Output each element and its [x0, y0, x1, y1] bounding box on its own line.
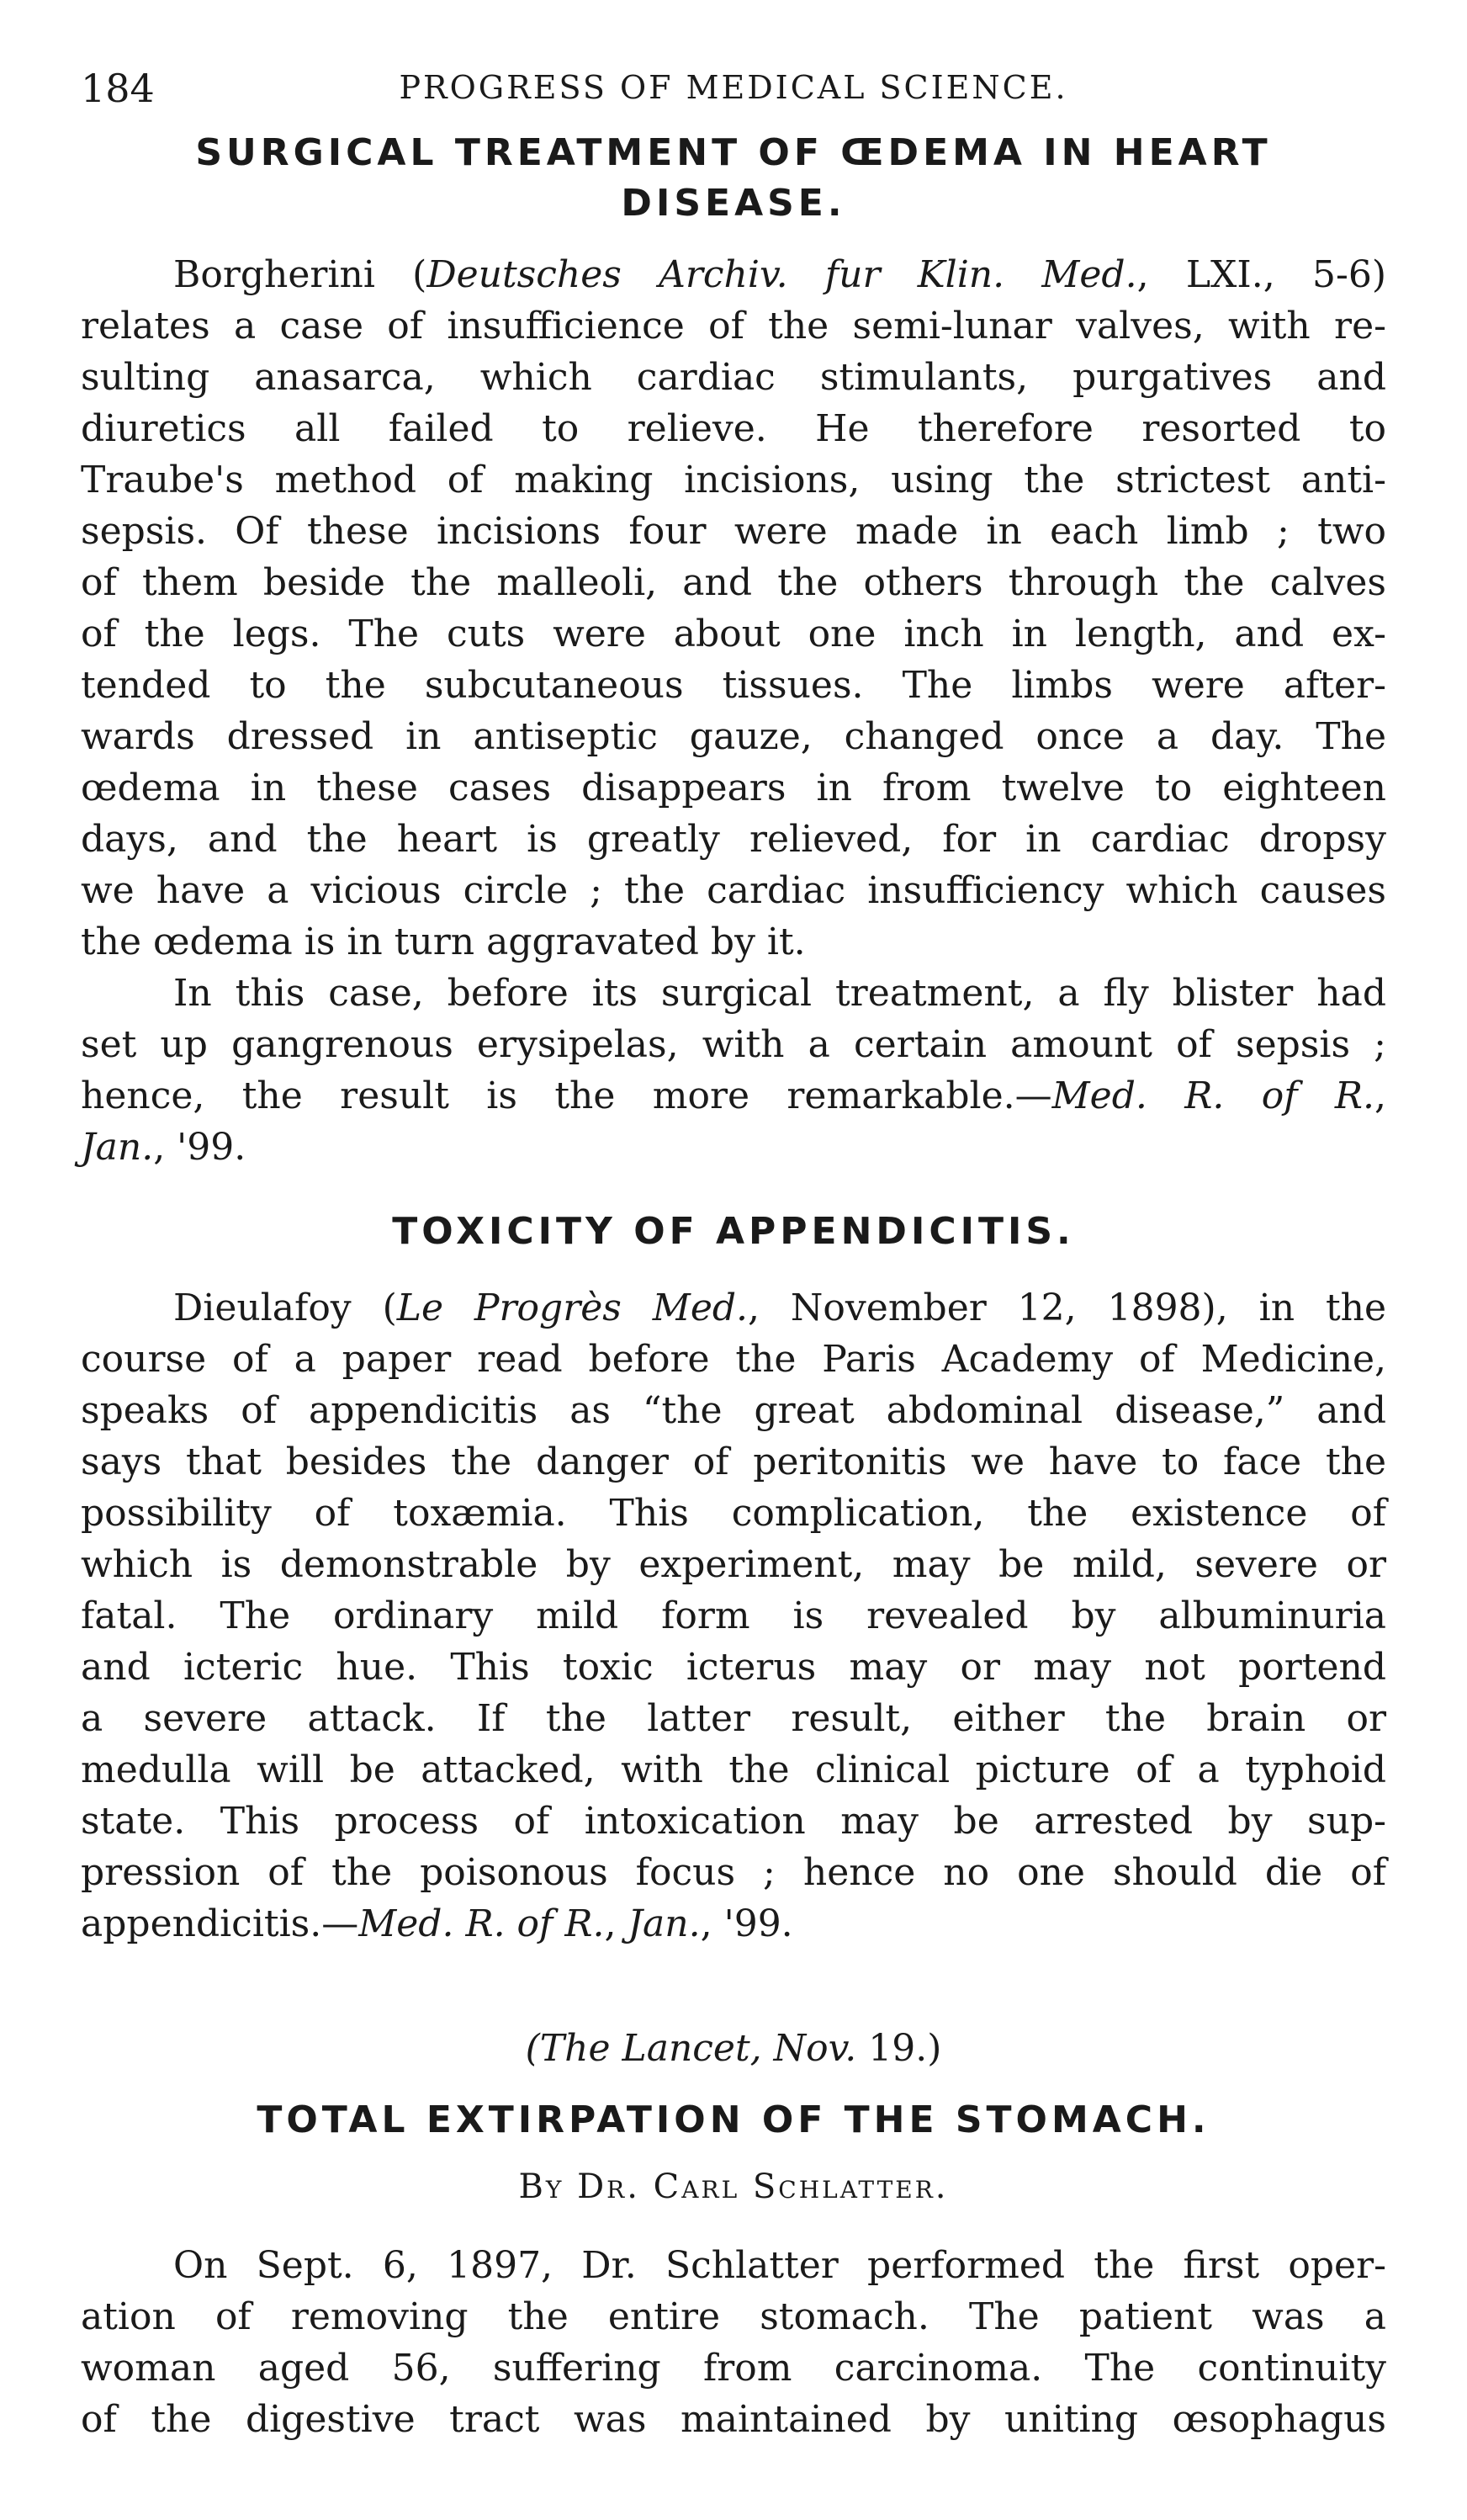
text-line: woman aged 56, suffering from carcinoma. The continuity [81, 2347, 1386, 2390]
text-line: of the digestive tract was maintained by uniting œsophagus [81, 2398, 1386, 2441]
text-line: œdema in these cases disappears in from twelve to eighteen [81, 767, 1386, 809]
text-line: and icteric hue. This toxic icterus may or may not portend [81, 1646, 1386, 1689]
byline: By Dr. Carl Schlatter. [518, 2167, 949, 2206]
text-line: we have a vicious circle ; the cardiac insufficiency which causes [81, 869, 1386, 912]
text-line: hence, the result is the more remarkable.—Med. R. of R., [81, 1074, 1386, 1117]
text-line: fatal. The ordinary mild form is revealed by albuminuria [81, 1594, 1386, 1637]
text-line: relates a case of insufficience of the semi-lunar valves, with re- [81, 305, 1386, 347]
text-line: Borgherini (Deutsches Archiv. fur Klin. Med., LXI., 5-6) [173, 253, 1386, 296]
text-line: days, and the heart is greatly relieved, for in cardiac dropsy [81, 818, 1386, 861]
article3-paragraph1 [81, 2240, 1386, 2445]
text-line: says that besides the danger of peritonitis we have to face the [81, 1440, 1386, 1483]
text-line: diuretics all failed to relieve. He therefore resorted to [81, 407, 1386, 450]
text-line: medulla will be attacked, with the clinical picture of a typhoid [81, 1748, 1386, 1791]
text-line: sepsis. Of these incisions four were made in each limb ; two [81, 510, 1386, 553]
text-line: possibility of toxæmia. This complication, the existence of [81, 1492, 1386, 1535]
text-line: of them beside the malleoli, and the others through the calves [81, 561, 1386, 604]
text-line: tended to the subcutaneous tissues. The limbs were after- [81, 664, 1386, 707]
text-line: the œdema is in turn aggravated by it. [81, 920, 806, 963]
text-line: On Sept. 6, 1897, Dr. Schlatter performed the first oper- [173, 2244, 1386, 2287]
text-line: pression of the poisonous focus ; hence no one should die of [81, 1851, 1386, 1894]
text-line: In this case, before its surgical treatment, a fly blister had [173, 972, 1386, 1015]
article1-paragraph2 [81, 968, 1386, 1173]
text-line: a severe attack. If the latter result, either the brain or [81, 1697, 1386, 1740]
text-line: course of a paper read before the Paris Academy of Medicine, [81, 1338, 1386, 1381]
article3-title: TOTAL EXTIRPATION OF THE STOMACH. [257, 2098, 1210, 2141]
article1-paragraph1 [81, 249, 1386, 968]
article1-title-line1: SURGICAL TREATMENT OF ŒDEMA IN HEART [195, 131, 1272, 174]
text-line: Dieulafoy (Le Progrès Med., November 12, 1898), in the [173, 1287, 1386, 1329]
source-note: (The Lancet, Nov. 19.) [525, 2027, 942, 2070]
text-line: Traube's method of making incisions, using the strictest anti- [81, 459, 1386, 501]
text-line: Jan., '99. [81, 1126, 246, 1169]
text-line: speaks of appendicitis as “the great abdominal disease,” and [81, 1389, 1386, 1432]
text-line: wards dressed in antiseptic gauze, changed once a day. The [81, 715, 1386, 758]
text-line: which is demonstrable by experiment, may be mild, severe or [81, 1543, 1386, 1586]
text-line: appendicitis.—Med. R. of R., Jan., '99. [81, 1902, 793, 1945]
article2-title: TOXICITY OF APPENDICITIS. [392, 1210, 1075, 1253]
running-title: PROGRESS OF MEDICAL SCIENCE. [399, 69, 1068, 106]
article2-paragraph1 [81, 1282, 1386, 1950]
text-line: sulting anasarca, which cardiac stimulants, purgatives and [81, 356, 1386, 399]
text-line: state. This process of intoxication may be arrested by sup- [81, 1800, 1386, 1843]
article1-title-line2: DISEASE. [621, 182, 846, 225]
text-line: ation of removing the entire stomach. The patient was a [81, 2295, 1386, 2338]
text-line: set up gangrenous erysipelas, with a certain amount of sepsis ; [81, 1023, 1386, 1066]
text-line: of the legs. The cuts were about one inch in length, and ex- [81, 613, 1386, 655]
running-head [81, 59, 1386, 109]
page-number: 184 [81, 66, 155, 111]
page [81, 59, 1386, 2445]
article1-title [81, 128, 1386, 229]
